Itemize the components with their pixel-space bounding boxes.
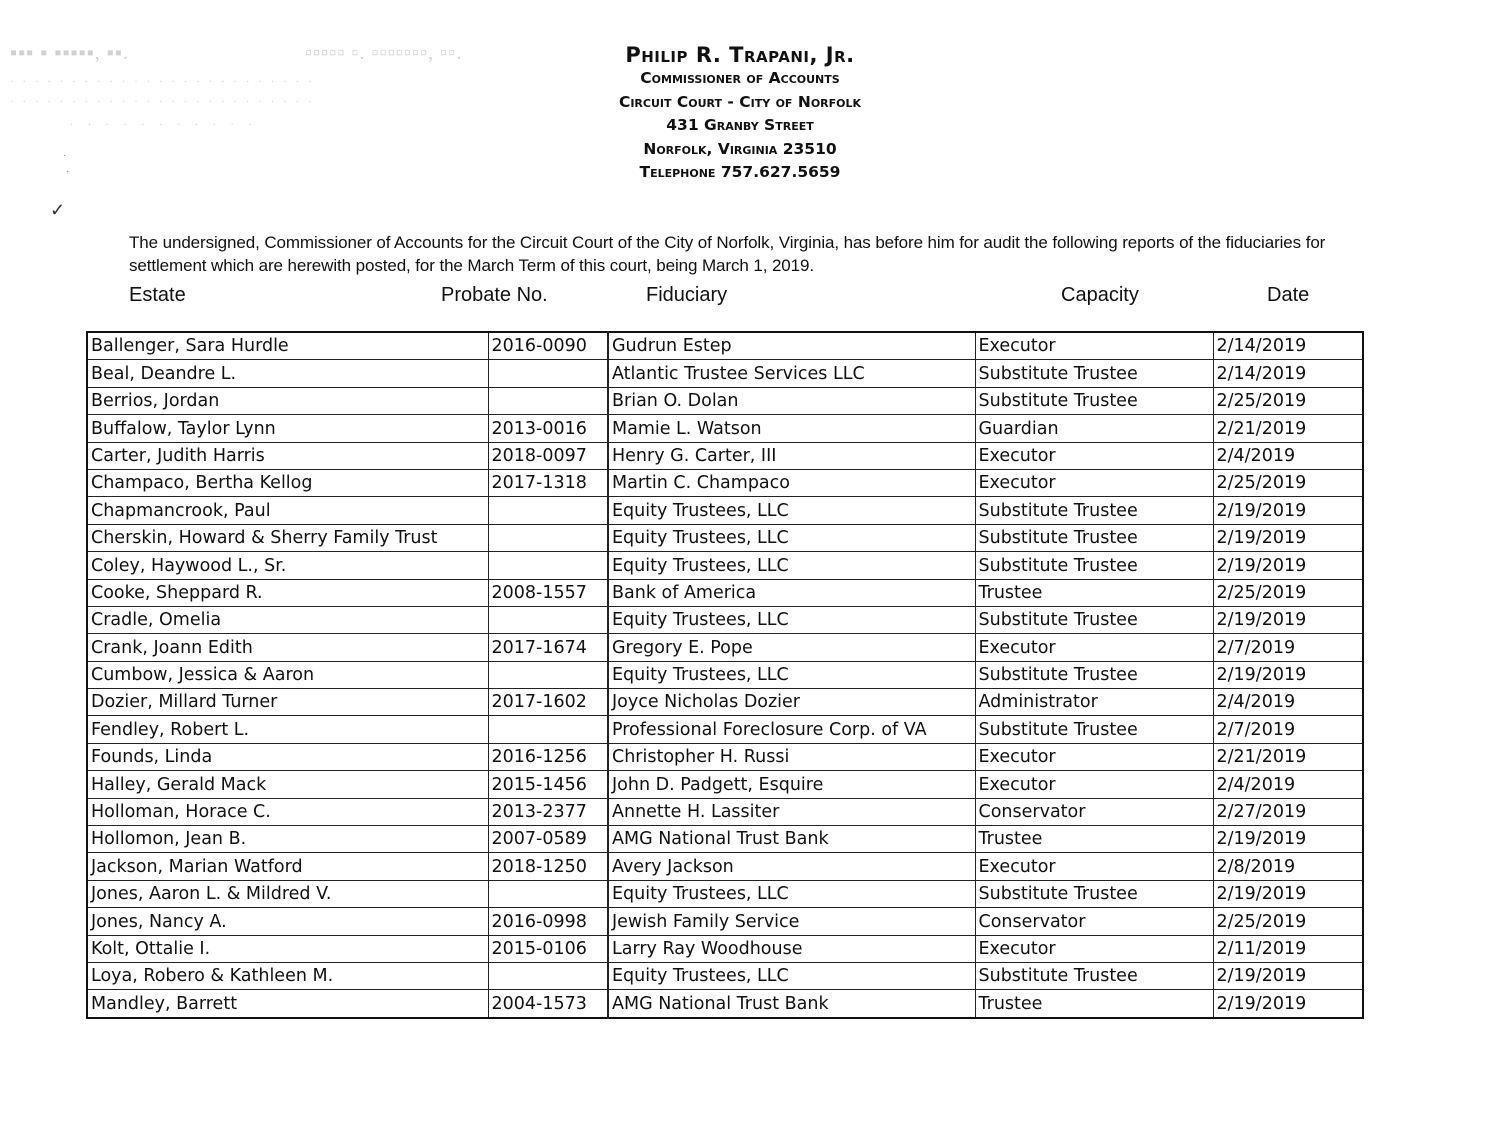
probate-cell <box>488 552 608 579</box>
date-cell: 2/19/2019 <box>1213 497 1363 524</box>
capacity-cell: Substitute Trustee <box>975 360 1213 387</box>
ghost-letterhead <box>10 42 580 142</box>
header-probate-no: Probate No. <box>441 284 548 306</box>
date-cell: 2/4/2019 <box>1213 442 1363 469</box>
date-cell: 2/19/2019 <box>1213 552 1363 579</box>
capacity-cell: Executor <box>975 332 1213 360</box>
fiduciary-cell: Equity Trustees, LLC <box>608 661 975 688</box>
fiduciary-cell: Larry Ray Woodhouse <box>608 935 975 962</box>
capacity-cell: Executor <box>975 771 1213 798</box>
probate-cell: 2017-1674 <box>488 634 608 661</box>
estate-cell: Cherskin, Howard & Sherry Family Trust <box>87 524 488 551</box>
probate-cell <box>488 880 608 907</box>
estate-cell: Ballenger, Sara Hurdle <box>87 332 488 360</box>
street-address: 431 Granby Street <box>666 116 814 135</box>
capacity-cell: Executor <box>975 634 1213 661</box>
commissioner-title: Commissioner of Accounts <box>640 69 840 88</box>
probate-cell <box>488 497 608 524</box>
table-row <box>87 853 1363 880</box>
date-cell: 2/19/2019 <box>1213 524 1363 551</box>
ghost-text: ▫▫▫▫▫ ▫. ▫▫▫▫▫▫▫, ▫▫. <box>305 42 463 64</box>
capacity-cell: Substitute Trustee <box>975 524 1213 551</box>
estate-cell: Champaco, Bertha Kellog <box>87 469 488 496</box>
probate-cell <box>488 716 608 743</box>
capacity-cell: Executor <box>975 743 1213 770</box>
probate-cell <box>488 387 608 414</box>
date-cell: 2/19/2019 <box>1213 606 1363 633</box>
probate-cell: 2018-1250 <box>488 853 608 880</box>
fiduciary-cell: Brian O. Dolan <box>608 387 975 414</box>
estate-cell: Jones, Aaron L. & Mildred V. <box>87 880 488 907</box>
date-cell: 2/21/2019 <box>1213 415 1363 442</box>
capacity-cell: Substitute Trustee <box>975 552 1213 579</box>
column-headers <box>0 284 1495 312</box>
table-row <box>87 579 1363 606</box>
date-cell: 2/4/2019 <box>1213 689 1363 716</box>
fiduciary-cell: AMG National Trust Bank <box>608 990 975 1018</box>
date-cell: 2/11/2019 <box>1213 935 1363 962</box>
fiduciary-cell: Martin C. Champaco <box>608 469 975 496</box>
date-cell: 2/25/2019 <box>1213 387 1363 414</box>
capacity-cell: Executor <box>975 469 1213 496</box>
capacity-cell: Substitute Trustee <box>975 387 1213 414</box>
estate-cell: Halley, Gerald Mack <box>87 771 488 798</box>
capacity-cell: Administrator <box>975 689 1213 716</box>
probate-cell <box>488 524 608 551</box>
estate-cell: Jackson, Marian Watford <box>87 853 488 880</box>
estate-cell: Founds, Linda <box>87 743 488 770</box>
scan-speck: · <box>63 150 67 161</box>
table-row <box>87 908 1363 935</box>
probate-cell: 2004-1573 <box>488 990 608 1018</box>
probate-cell: 2015-1456 <box>488 771 608 798</box>
capacity-cell: Trustee <box>975 826 1213 853</box>
date-cell: 2/21/2019 <box>1213 743 1363 770</box>
intro-paragraph: The undersigned, Commissioner of Accounts for the Circuit Court of the City of Norfolk, Virginia, has before him for audit the following reports of the fiduciaries for settlement which are herewith posted, for the March Term of this court, being March 1, 2019. <box>129 233 1326 275</box>
fiduciary-cell: Mamie L. Watson <box>608 415 975 442</box>
probate-cell: 2015-0106 <box>488 935 608 962</box>
table-row <box>87 743 1363 770</box>
letterhead <box>580 44 900 184</box>
probate-cell: 2007-0589 <box>488 826 608 853</box>
estate-cell: Loya, Robero & Kathleen M. <box>87 962 488 989</box>
probate-cell: 2017-1318 <box>488 469 608 496</box>
table-row <box>87 661 1363 688</box>
ghost-text: ▪▪▪ ▪ ▪▪▪▪▪, ▪▪. <box>10 42 129 64</box>
check-mark-icon: ✓ <box>50 200 66 220</box>
table-body <box>87 332 1363 1018</box>
table-row <box>87 771 1363 798</box>
capacity-cell: Substitute Trustee <box>975 497 1213 524</box>
fiduciary-cell: Equity Trustees, LLC <box>608 524 975 551</box>
table-row <box>87 497 1363 524</box>
table-row <box>87 552 1363 579</box>
fiduciary-cell: Gudrun Estep <box>608 332 975 360</box>
estate-cell: Dozier, Millard Turner <box>87 689 488 716</box>
capacity-cell: Substitute Trustee <box>975 606 1213 633</box>
table-row <box>87 826 1363 853</box>
capacity-cell: Executor <box>975 853 1213 880</box>
fiduciary-cell: Equity Trustees, LLC <box>608 606 975 633</box>
table-row <box>87 360 1363 387</box>
probate-cell: 2008-1557 <box>488 579 608 606</box>
fiduciary-cell: Henry G. Carter, III <box>608 442 975 469</box>
telephone: Telephone 757.627.5659 <box>639 163 841 182</box>
estate-cell: Fendley, Robert L. <box>87 716 488 743</box>
commissioner-name: Philip R. Trapani, Jr. <box>625 43 855 67</box>
table-row <box>87 962 1363 989</box>
table-row <box>87 469 1363 496</box>
estate-cell: Coley, Haywood L., Sr. <box>87 552 488 579</box>
estate-cell: Buffalow, Taylor Lynn <box>87 415 488 442</box>
capacity-cell: Substitute Trustee <box>975 880 1213 907</box>
table-row <box>87 880 1363 907</box>
capacity-cell: Substitute Trustee <box>975 661 1213 688</box>
fiduciary-cell: John D. Padgett, Esquire <box>608 771 975 798</box>
fiduciary-cell: Bank of America <box>608 579 975 606</box>
capacity-cell: Conservator <box>975 908 1213 935</box>
header-fiduciary: Fiduciary <box>646 284 728 306</box>
fiduciary-cell: Joyce Nicholas Dozier <box>608 689 975 716</box>
capacity-cell: Conservator <box>975 798 1213 825</box>
date-cell: 2/7/2019 <box>1213 634 1363 661</box>
estate-cell: Chapmancrook, Paul <box>87 497 488 524</box>
fiduciary-cell: Equity Trustees, LLC <box>608 962 975 989</box>
estate-cell: Jones, Nancy A. <box>87 908 488 935</box>
table-row <box>87 415 1363 442</box>
fiduciary-cell: Christopher H. Russi <box>608 743 975 770</box>
date-cell: 2/27/2019 <box>1213 798 1363 825</box>
estate-cell: Crank, Joann Edith <box>87 634 488 661</box>
date-cell: 2/25/2019 <box>1213 908 1363 935</box>
table-row <box>87 524 1363 551</box>
ghost-text: · · · · · · · · · · · · · · · · · · · · · · · · · <box>10 76 315 88</box>
estate-cell: Kolt, Ottalie I. <box>87 935 488 962</box>
table-row <box>87 689 1363 716</box>
court-name: Circuit Court - City of Norfolk <box>618 92 862 111</box>
fiduciary-cell: Avery Jackson <box>608 853 975 880</box>
probate-cell: 2013-0016 <box>488 415 608 442</box>
date-cell: 2/19/2019 <box>1213 826 1363 853</box>
estate-cell: Cooke, Sheppard R. <box>87 579 488 606</box>
estate-cell: Beal, Deandre L. <box>87 360 488 387</box>
scan-speck: · <box>66 166 70 177</box>
fiduciary-cell: Equity Trustees, LLC <box>608 497 975 524</box>
fiduciary-reports-table <box>86 331 1364 1019</box>
table-row <box>87 716 1363 743</box>
ghost-text: · · · · · · · · · · · · · · · · · · · · · · · · · <box>10 96 315 108</box>
estate-cell: Carter, Judith Harris <box>87 442 488 469</box>
fiduciary-cell: Gregory E. Pope <box>608 634 975 661</box>
table-row <box>87 990 1363 1018</box>
date-cell: 2/8/2019 <box>1213 853 1363 880</box>
probate-cell: 2016-1256 <box>488 743 608 770</box>
capacity-cell: Executor <box>975 935 1213 962</box>
table-row <box>87 634 1363 661</box>
table-row <box>87 798 1363 825</box>
fiduciary-cell: Professional Foreclosure Corp. of VA <box>608 716 975 743</box>
fiduciary-cell: Equity Trustees, LLC <box>608 552 975 579</box>
probate-cell <box>488 606 608 633</box>
probate-cell: 2013-2377 <box>488 798 608 825</box>
date-cell: 2/19/2019 <box>1213 990 1363 1018</box>
date-cell: 2/19/2019 <box>1213 962 1363 989</box>
estate-cell: Hollomon, Jean B. <box>87 826 488 853</box>
estate-cell: Mandley, Barrett <box>87 990 488 1018</box>
capacity-cell: Guardian <box>975 415 1213 442</box>
estate-cell: Cumbow, Jessica & Aaron <box>87 661 488 688</box>
fiduciary-cell: Atlantic Trustee Services LLC <box>608 360 975 387</box>
estate-cell: Holloman, Horace C. <box>87 798 488 825</box>
probate-cell: 2018-0097 <box>488 442 608 469</box>
date-cell: 2/19/2019 <box>1213 880 1363 907</box>
table-row <box>87 387 1363 414</box>
probate-cell: 2016-0998 <box>488 908 608 935</box>
fiduciary-cell: Jewish Family Service <box>608 908 975 935</box>
date-cell: 2/19/2019 <box>1213 661 1363 688</box>
date-cell: 2/7/2019 <box>1213 716 1363 743</box>
capacity-cell: Trustee <box>975 579 1213 606</box>
estate-cell: Cradle, Omelia <box>87 606 488 633</box>
fiduciary-cell: AMG National Trust Bank <box>608 826 975 853</box>
date-cell: 2/25/2019 <box>1213 579 1363 606</box>
capacity-cell: Substitute Trustee <box>975 962 1213 989</box>
table-row <box>87 332 1363 360</box>
probate-cell: 2017-1602 <box>488 689 608 716</box>
date-cell: 2/4/2019 <box>1213 771 1363 798</box>
capacity-cell: Substitute Trustee <box>975 716 1213 743</box>
ghost-text: · · · · · · · · · · · <box>70 120 258 131</box>
probate-cell <box>488 661 608 688</box>
fiduciary-cell: Annette H. Lassiter <box>608 798 975 825</box>
probate-cell: 2016-0090 <box>488 332 608 360</box>
date-cell: 2/25/2019 <box>1213 469 1363 496</box>
date-cell: 2/14/2019 <box>1213 332 1363 360</box>
table-row <box>87 442 1363 469</box>
header-date: Date <box>1267 284 1310 306</box>
estate-cell: Berrios, Jordan <box>87 387 488 414</box>
table-row <box>87 606 1363 633</box>
city-address: Norfolk, Virginia 23510 <box>643 139 837 158</box>
date-cell: 2/14/2019 <box>1213 360 1363 387</box>
capacity-cell: Executor <box>975 442 1213 469</box>
probate-cell <box>488 962 608 989</box>
fiduciary-cell: Equity Trustees, LLC <box>608 880 975 907</box>
capacity-cell: Trustee <box>975 990 1213 1018</box>
header-estate: Estate <box>129 284 186 306</box>
header-capacity: Capacity <box>1061 284 1139 306</box>
table-row <box>87 935 1363 962</box>
probate-cell <box>488 360 608 387</box>
